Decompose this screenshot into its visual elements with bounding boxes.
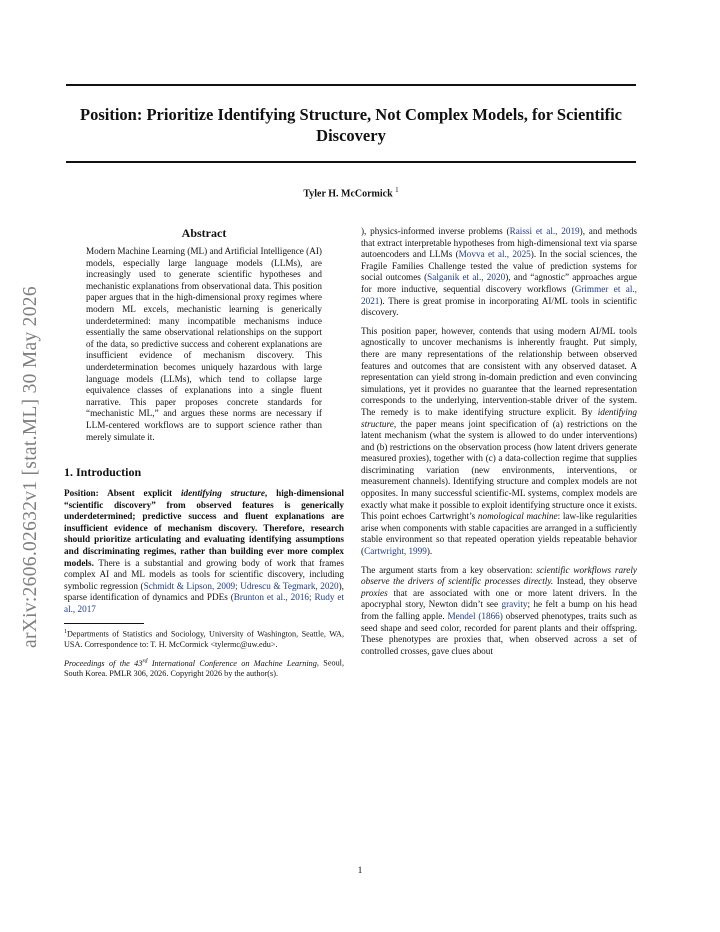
- emphasis-text: scientific workflows rarely observe the drivers of scientific processes directly.: [361, 564, 637, 587]
- right-column: [361, 226, 637, 664]
- gravity-link[interactable]: gravity: [501, 599, 528, 610]
- body-text: ).: [426, 546, 433, 557]
- body-text: ), and “agnostic” approaches argue for more inductive, sequential discovery workflows (: [361, 272, 638, 294]
- body-text: ). There is great promise in incorporating AI/ML tools in scientific discovery.: [361, 295, 637, 318]
- proceedings-footnote: [64, 656, 344, 679]
- page-number: 1: [357, 866, 363, 876]
- intro-paragraph-1: [64, 488, 344, 616]
- body-text: The argument starts from a key observation:: [361, 564, 537, 575]
- position-text: Position: Absent explicit: [64, 488, 181, 499]
- abstract-body: Modern Machine Learning (ML) and Artificial Intelligence (AI) models, especially large language models (LLMs), are increasingly used to generate scientific hypotheses and mechanistic explanations from observational data. This position paper argues that in the high-dimensional proxy regimes where modern ML excels, mechanistic learning is generically underdetermined: many incompatible mechanisms induce essentially the same observational relationships on the support of the data, so predictive success and coherent explanations are insufficient evidence of mechanism discovery. This underdetermination becomes uniquely hazardous with large language models (LLMs), which tend to collapse large equivalence classes of explanations into a single fluent narrative. This paper proposes concrete standards for “mechanistic ML,” and argues these norms are necessary if LLM-centered workflows are to support science rather than merely simulate it.: [86, 246, 322, 442]
- body-text: ; he felt a bump on his head from the falling apple.: [361, 599, 637, 621]
- body-text: that are associated with one or more latent drivers. In the apocryphal story, Newton didn’t see: [361, 587, 637, 610]
- citation-link[interactable]: Grimmer et al., 2021: [361, 283, 637, 306]
- citation-link[interactable]: Mendel (1866): [447, 611, 503, 621]
- body-text: , the paper means joint specification of (a) restrictions on the latent mechanism (what the system is allowed to do under interventions) and (b) restrictions on the observation process (how latent drivers generate measured proxies), together with (c) a data-collection regime that supplies discriminating variation (new environments, interventions, or measurement channels). Identifying structure and complex models are not opposites. In many successful scientific-ML systems, complex models are exactly what make it possible to exploit identifying structure once it exists. This point echoes Cartwright’s: [361, 418, 637, 522]
- paper-title: Position: Prioritize Identifying Structure, Not Complex Models, for Scientific Discovery: [80, 105, 622, 145]
- position-emphasis: identifying structure: [180, 488, 265, 499]
- emphasis-text: identifying structure: [361, 406, 637, 429]
- position-text: , high-dimensional “scientific discovery” from observed features is generically underdetermined; predictive success and fluent explanations are insufficient evidence of mechanism discovery. Therefore, research should prioritize articulating and evaluating identifying assumptions and discriminating regimes, rather than building ever more complex models.: [64, 488, 344, 568]
- body-text: Instead, they observe: [553, 576, 638, 587]
- proceedings-text: Proceedings of the: [64, 658, 135, 668]
- body-text: ), physics-informed inverse problems (: [361, 226, 510, 236]
- proceedings-ordinal: rd: [142, 658, 148, 665]
- citation-link[interactable]: Movva et al., 2025: [458, 249, 531, 260]
- abstract-heading: Abstract: [181, 226, 227, 240]
- body-text: observed phenotypes, traits such as seed shape and seed color, recorded for parent plants and their offspring. These phenotypes are proxies that, when observed across a set of controlled crosses, gave clues about: [361, 611, 637, 656]
- body-text: ), and methods that extract interpretable hypotheses from high-dimensional text via sparse autoencoders and LLMs (: [361, 226, 637, 260]
- body-text: This position paper, however, contends that using modern AI/ML tools agnostically to uncover mechanisms is inherently fraught. Put simply, there are many representations of the relationship between observed features and outcomes that are consistent with any observed dataset. A representation can yield strong in-domain prediction and even convincing simulations, yet it provides no guarantee that the learned representation corresponds to the underlying, intervention-stable driver of the system. The remedy is to make identifying structure explicit. By: [361, 325, 637, 417]
- affiliation-text: Departments of Statistics and Sociology, University of Washington, Seattle, WA, USA. Correspondence to: T. H. McCormick <tylermc@uw.edu>.: [64, 630, 344, 650]
- proceedings-text: , Seoul, South Korea. PMLR 306, 2026. Copyright 2026 by the author(s).: [64, 658, 345, 678]
- author-line: [66, 186, 636, 199]
- citation-link[interactable]: Salganik et al., 2020: [427, 272, 506, 283]
- body-text: : law-like regularities arise when components with stable capacities are arranged in a sufficiently stable environment so that repeated operation yields repeatable behavior (: [361, 511, 637, 557]
- title-top-rule: [66, 84, 636, 86]
- position-statement: [64, 488, 344, 568]
- body-text: There is a substantial and growing body of work that frames complex AI and ML models as tools for scientific discovery, including symbolic regression (: [64, 557, 344, 591]
- footnote-rule: [64, 623, 144, 624]
- arxiv-stamp: arXiv:2606.02632v1 [stat.ML] 30 May 2026: [20, 286, 41, 648]
- intro-paragraph-1-cont: [361, 226, 637, 319]
- citation-link[interactable]: Raissi et al., 2019: [509, 226, 580, 236]
- citation-link[interactable]: Schmidt & Lipson, 2009; Udrescu & Tegmark, 2020: [143, 580, 339, 591]
- author-affiliation-mark: 1: [395, 186, 399, 194]
- intro-paragraph-2: [361, 326, 637, 558]
- emphasis-text: proxies: [361, 587, 388, 598]
- title-bottom-rule: [66, 161, 636, 163]
- author-name: Tyler H. McCormick: [303, 188, 393, 200]
- citation-link[interactable]: Cartwright, 1999: [364, 546, 427, 557]
- proceedings-number: 43: [134, 658, 143, 668]
- emphasis-text: nomological machine: [477, 511, 558, 522]
- introduction-heading: 1. Introduction: [64, 465, 142, 480]
- left-column: [64, 226, 344, 685]
- affiliation-footnote: [64, 627, 344, 650]
- footnote-mark: 1: [64, 629, 67, 636]
- intro-paragraph-3: [361, 565, 637, 658]
- body-text: ), sparse identification of dynamics and PDEs (: [64, 580, 344, 603]
- proceedings-text: International Conference on Machine Learning: [147, 658, 317, 668]
- citation-link[interactable]: Brunton et al., 2016; Rudy et al., 2017: [64, 592, 344, 615]
- body-text: ). In the social sciences, the Fragile Families Challenge tested the value of prediction systems for social outcomes (: [361, 249, 638, 283]
